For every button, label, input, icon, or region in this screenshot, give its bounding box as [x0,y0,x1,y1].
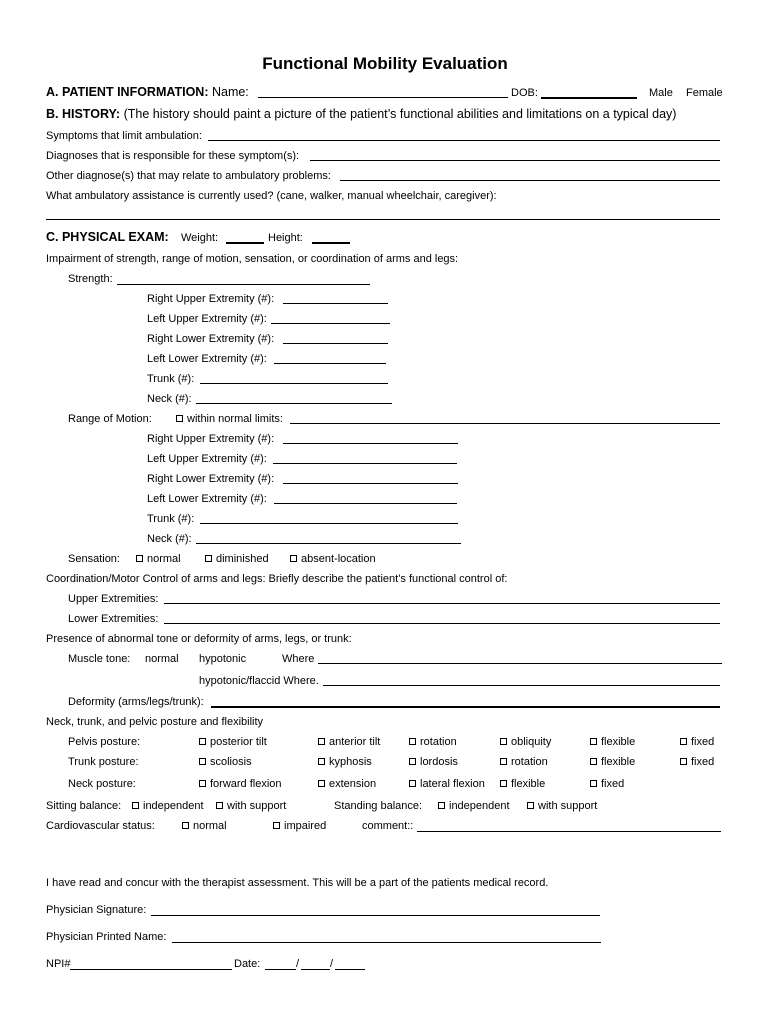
page-title: Functional Mobility Evaluation [262,54,508,73]
checkbox-icon[interactable] [500,738,507,745]
strength-lue-label: Left Upper Extremity (#): [147,313,267,325]
name-field[interactable] [258,97,508,98]
strength-lle-label: Left Lower Extremity (#): [147,353,267,365]
assistance-field[interactable] [46,219,720,220]
rom-rue-field[interactable] [283,443,458,444]
strength-neck-label: Neck (#): [147,393,192,405]
physician-printed-name-label: Physician Printed Name: [46,931,167,943]
neck-fixed[interactable]: fixed [590,777,624,791]
rom-label: Range of Motion: [68,413,152,425]
neck-flexible[interactable]: flexible [500,777,545,791]
strength-rle-field[interactable] [283,343,388,344]
comment-label: comment:: [362,820,414,832]
rom-trunk-field[interactable] [200,523,458,524]
checkbox-icon[interactable] [136,555,143,562]
physician-printed-name-field[interactable] [172,942,601,943]
pelvis-rotation[interactable]: rotation [409,735,457,749]
strength-trunk-label: Trunk (#): [147,373,195,385]
trunk-kyphosis[interactable]: kyphosis [318,755,372,769]
cardio-label: Cardiovascular status: [46,820,155,832]
strength-lue-field[interactable] [271,323,390,324]
checkbox-icon[interactable] [318,738,325,745]
checkbox-icon[interactable] [590,780,597,787]
trunk-rotation[interactable]: rotation [500,755,548,769]
sensation-label: Sensation: [68,553,120,565]
rom-trunk-label: Trunk (#): [147,513,195,525]
diagnoses-field[interactable] [310,160,720,161]
pelvis-fixed[interactable]: fixed [680,735,714,749]
neck-lateral-flexion[interactable]: lateral flexion [409,777,485,791]
posture-heading: Neck, trunk, and pelvic posture and flexibility [46,716,264,728]
rom-wnl-field[interactable] [290,423,720,424]
pelvis-obliquity[interactable]: obliquity [500,735,551,749]
muscle-tone-hypotonic[interactable]: hypotonic [199,653,247,665]
trunk-fixed[interactable]: fixed [680,755,714,769]
other-diagnoses-label: Other diagnose(s) that may relate to ambulatory problems: [46,170,331,182]
rom-rle-field[interactable] [283,483,458,484]
checkbox-icon[interactable] [590,738,597,745]
sitting-balance-label: Sitting balance: [46,800,122,812]
trunk-posture-label: Trunk posture: [68,756,139,768]
checkbox-icon[interactable] [527,802,534,809]
strength-lle-field[interactable] [274,363,386,364]
section-b-row [46,106,676,122]
rom-lue-label: Left Upper Extremity (#): [147,453,267,465]
muscle-tone-where-label: Where [282,653,315,665]
checkbox-icon[interactable] [590,758,597,765]
checkbox-icon[interactable] [273,822,280,829]
neck-forward-flexion[interactable]: forward flexion [199,777,282,791]
checkbox-icon[interactable] [409,780,416,787]
rom-lle-field[interactable] [274,503,457,504]
sitting-with-support[interactable]: with support [216,799,286,813]
checkbox-icon[interactable] [290,555,297,562]
standing-independent[interactable]: independent [438,799,510,813]
muscle-tone-label: Muscle tone: [68,653,131,665]
diagnoses-label: Diagnoses that is responsible for these symptom(s): [46,150,300,162]
rom-lle-label: Left Lower Extremity (#): [147,493,267,505]
strength-label: Strength: [68,273,113,285]
name-label: Name: [211,85,249,99]
comment-field[interactable] [417,831,721,832]
strength-rue-label: Right Upper Extremity (#): [147,293,275,305]
male-option[interactable]: Male [649,87,673,99]
neck-extension[interactable]: extension [318,777,376,791]
hypotonic-flaccid-label: hypotonic/flaccid Where. [199,675,319,687]
sensation-diminished-option[interactable]: diminished [205,552,269,566]
standing-balance-label: Standing balance: [334,800,423,812]
checkbox-icon[interactable] [438,802,445,809]
trunk-flexible[interactable]: flexible [590,755,635,769]
muscle-tone-normal[interactable]: normal [145,653,179,665]
assistance-label: What ambulatory assistance is currently used? (cane, walker, manual wheelchair, caregiver): [46,190,497,202]
date-month-field[interactable] [265,969,296,970]
date-day-field[interactable] [301,969,330,970]
dob-label: DOB: [511,87,538,99]
date-year-field[interactable] [335,969,365,970]
height-label: Height: [268,232,303,244]
checkbox-icon[interactable] [182,822,189,829]
section-b-heading: B. HISTORY: [46,107,121,121]
section-c-heading: C. PHYSICAL EXAM: [46,230,169,244]
date-label: Date: [234,958,261,970]
symptoms-label: Symptoms that limit ambulation: [46,130,202,142]
other-diagnoses-field[interactable] [340,180,720,181]
rom-neck-field[interactable] [196,543,461,544]
coordination-label: Coordination/Motor Control of arms and legs: Briefly describe the patient’s functional control of: [46,573,508,585]
sensation-absent-option[interactable]: absent-location [290,552,376,566]
checkbox-icon[interactable] [199,780,206,787]
rom-rue-label: Right Upper Extremity (#): [147,433,275,445]
date-slash-2: / [330,958,334,970]
strength-neck-field[interactable] [196,403,392,404]
pelvis-anterior-tilt[interactable]: anterior tilt [318,735,380,749]
cardio-impaired[interactable]: impaired [273,819,326,833]
standing-with-support[interactable]: with support [527,799,597,813]
dob-field[interactable] [541,97,637,99]
concur-statement: I have read and concur with the therapist assessment. This will be a part of the patients medical record. [46,877,549,889]
hypotonic-flaccid-field[interactable] [323,685,720,686]
strength-rle-label: Right Lower Extremity (#): [147,333,275,345]
checkbox-icon[interactable] [500,780,507,787]
checkbox-icon[interactable] [409,758,416,765]
symptoms-field[interactable] [208,140,720,141]
female-option[interactable]: Female [686,87,723,99]
pelvis-flexible[interactable]: flexible [590,735,635,749]
physician-signature-label: Physician Signature: [46,904,147,916]
weight-field[interactable] [226,242,264,244]
checkbox-icon[interactable] [318,758,325,765]
checkbox-icon[interactable] [176,415,183,422]
trunk-scoliosis[interactable]: scoliosis [199,755,252,769]
checkbox-icon[interactable] [132,802,139,809]
npi-field[interactable] [70,969,232,970]
pelvis-posture-label: Pelvis posture: [68,736,141,748]
checkbox-icon[interactable] [409,738,416,745]
physician-signature-field[interactable] [151,915,600,916]
checkbox-icon[interactable] [500,758,507,765]
weight-label: Weight: [181,232,219,244]
checkbox-icon[interactable] [216,802,223,809]
checkbox-icon[interactable] [680,758,687,765]
pelvis-posterior-tilt[interactable]: posterior tilt [199,735,267,749]
checkbox-icon[interactable] [199,738,206,745]
upper-extremities-label: Upper Extremities: [68,593,159,605]
deformity-field[interactable] [211,706,720,708]
cardio-normal[interactable]: normal [182,819,227,833]
npi-label: NPI# [46,958,71,970]
muscle-tone-where-field[interactable] [318,663,722,664]
section-a-heading: A. PATIENT INFORMATION: [46,85,209,99]
height-field[interactable] [312,242,350,244]
checkbox-icon[interactable] [205,555,212,562]
lower-extremities-field[interactable] [164,623,720,624]
date-slash-1: / [296,958,300,970]
sensation-normal-option[interactable]: normal [136,552,181,566]
neck-posture-label: Neck posture: [68,778,136,790]
rom-wnl-option[interactable] [176,412,283,426]
strength-rue-field[interactable] [283,303,388,304]
rom-rle-label: Right Lower Extremity (#): [147,473,275,485]
rom-lue-field[interactable] [273,463,457,464]
checkbox-icon[interactable] [199,758,206,765]
lower-extremities-label: Lower Extremities: [68,613,159,625]
section-a-row [46,84,249,100]
section-b-subtitle: (The history should paint a picture of the patient’s functional abilities and limitations on a typical day) [123,107,677,121]
strength-field[interactable] [117,284,370,285]
impairment-label: Impairment of strength, range of motion, sensation, or coordination of arms and legs: [46,253,459,265]
rom-neck-label: Neck (#): [147,533,192,545]
rom-wnl-label: within normal limits: [187,413,283,425]
abnormal-tone-label: Presence of abnormal tone or deformity of arms, legs, or trunk: [46,633,352,645]
checkbox-icon[interactable] [318,780,325,787]
sitting-independent[interactable]: independent [132,799,204,813]
deformity-label: Deformity (arms/legs/trunk): [68,696,204,708]
upper-extremities-field[interactable] [164,603,720,604]
strength-trunk-field[interactable] [200,383,388,384]
trunk-lordosis[interactable]: lordosis [409,755,458,769]
checkbox-icon[interactable] [680,738,687,745]
